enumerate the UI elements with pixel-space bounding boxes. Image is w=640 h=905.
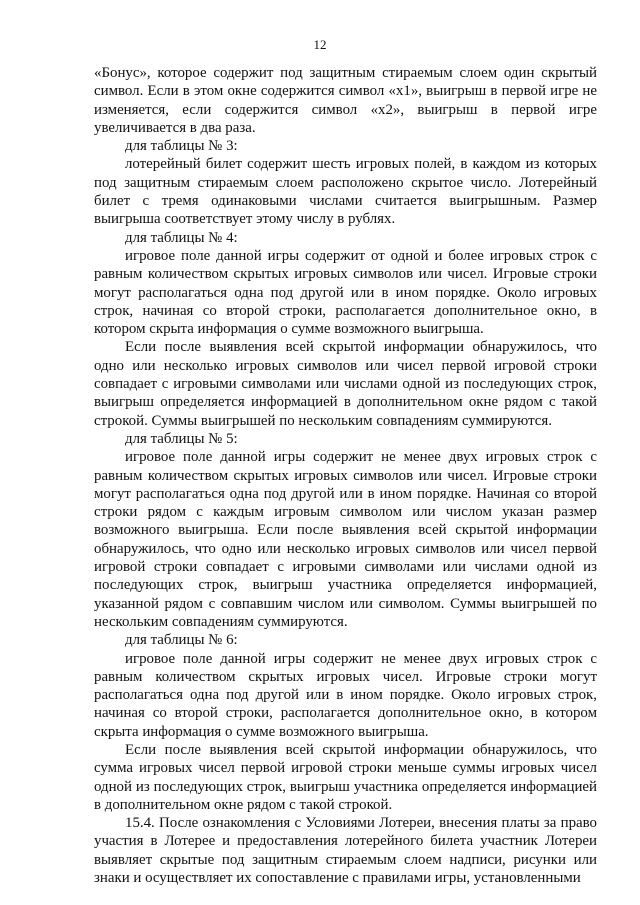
paragraph-bonus-symbol: «Бонус», которое содержит под защитным стираемым слоем один скрытый символ. Если в этом окне содержится символ «x1», выигрыш в первой игре не изменяется, если содержится символ «x2», выигрыш в первой игре увеличивается в два раза. — [94, 65, 597, 136]
paragraph-table-5-rules: игровое поле данной игры содержит не менее двух игровых строк с равным количеством скрытых игровых символов или чисел. Игровые строки могут располагаться одна под другой или в ином порядке. Начиная со второй строки рядом с каждым игровым символом или числом указан размер возможного выигрыша. Если после выявления всей скрытой информации обнаружилось, что одно или несколько игровых символов или чисел первой игровой строки совпадает с игровыми символами или числами одной из последующих строк, выигрыш участника определяется информацией, указанной рядом с совпавшим числом или символом. Суммы выигрышей по нескольким совпадениям суммируются. — [94, 449, 597, 630]
heading-table-5: для таблицы № 5: — [125, 430, 238, 447]
paragraph-table-3-rules: лотерейный билет содержит шесть игровых полей, в каждом из которых под защитным стираемым слоем расположено скрытое число. Лотерейный билет с тремя одинаковыми числами считается выигрышным. Размер выигрыша соответствует этому числу в рублях. — [94, 156, 597, 228]
heading-table-4: для таблицы № 4: — [125, 229, 238, 246]
paragraph-table-4-win: Если после выявления всей скрытой информации обнаружилось, что одно или несколько игровых символов или чисел первой игровой строки совпадает с игровыми символами или числами одной из последующих строк, выигрыш определяется информацией в дополнительном окне рядом с такой строкой. Суммы выигрышей по нескольким совпадениям суммируются. — [94, 339, 597, 429]
heading-table-6: для таблицы № 6: — [125, 632, 238, 649]
paragraph-section-15-4: 15.4. После ознакомления с Условиями Лотереи, внесения платы за право участия в Лотерее и предоставления лотерейного билета участник Лотереи выявляет скрытые под защитным стираемым слоем надписи, рисунки или знаки и осуществляет их сопоставление с правилами игры, установленными — [94, 815, 597, 887]
paragraph-table-6-field: игровое поле данной игры содержит не менее двух игровых строк с равным количеством скрытых игровых чисел. Игровые строки могут располагаться одна под другой или в ином порядке. Около игровых строк, начиная со второй строки, располагается дополнительное окно, в котором скрыта информация о сумме возможного выигрыша. — [94, 650, 597, 740]
heading-table-3: для таблицы № 3: — [125, 138, 238, 155]
document-body — [94, 64, 597, 887]
paragraph-table-4-field: игровое поле данной игры содержит от одной и более игровых строк с равным количеством скрытых игровых символов или чисел. Игровые строки могут располагаться одна под другой или в ином порядке. Около игровых строк, начиная со второй строки, располагается дополнительное окно, в котором скрыта информация о сумме возможного выигрыша. — [94, 247, 597, 338]
paragraph-table-6-win: Если после выявления всей скрытой информации обнаружилось, что сумма игровых чисел первой игровой строки меньше суммы игровых чисел одной из последующих строк, выигрыш участника определяется информацией в дополнительном окне рядом с такой строкой. — [94, 741, 597, 813]
page-number: 12 — [313, 37, 327, 52]
